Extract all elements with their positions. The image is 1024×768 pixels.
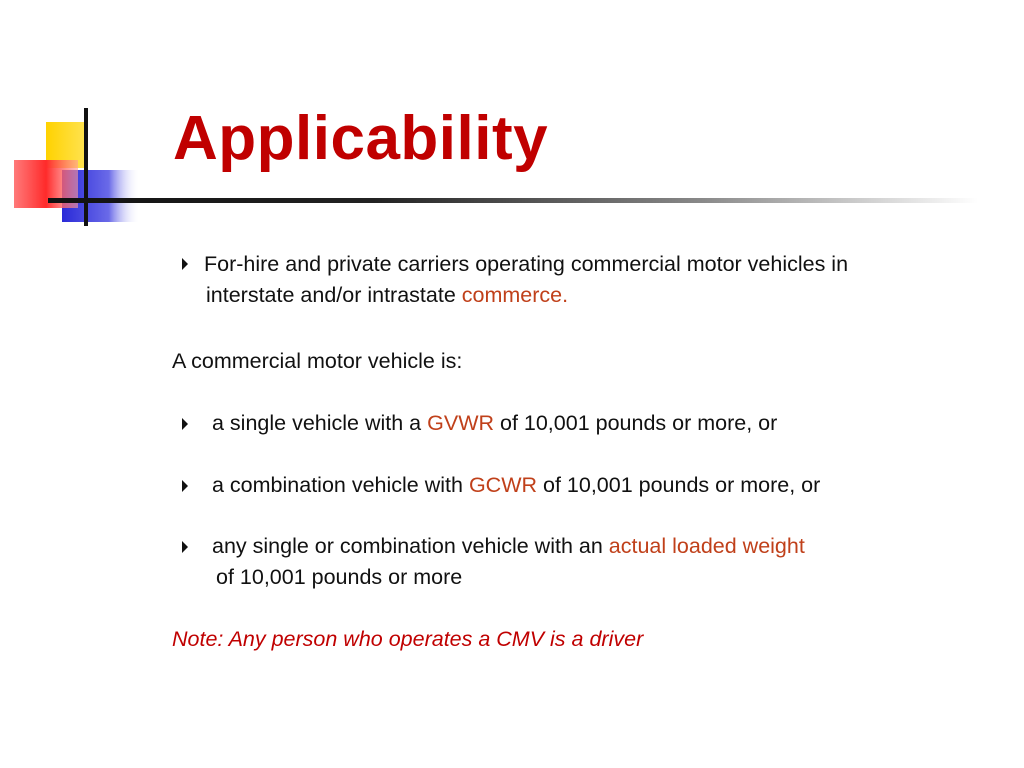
driver-note: Note: Any person who operates a CMV is a driver <box>172 627 644 651</box>
bullet-arrow-icon <box>182 480 188 492</box>
cmv-intro-text: A commercial motor vehicle is: <box>172 349 463 373</box>
bullet-arrow-icon <box>182 418 188 430</box>
actual-loaded-weight-highlight: actual loaded weight <box>608 534 805 558</box>
bullet-combination-vehicle <box>212 470 820 501</box>
gcwr-highlight: GCWR <box>468 473 538 497</box>
bullet-single-vehicle <box>212 408 777 439</box>
bullet-carriers-line2 <box>206 280 568 311</box>
gvwr-highlight: GVWR <box>427 411 495 435</box>
bullet-carriers-line1: For-hire and private carriers operating commercial motor vehicles in <box>204 252 849 276</box>
combination-vehicle-post: of 10,001 pounds or more, or <box>537 473 821 497</box>
combination-vehicle-pre: a combination vehicle with <box>212 473 469 497</box>
bullet-loaded-weight-line2: of 10,001 pounds or more <box>216 565 463 589</box>
single-vehicle-pre: a single vehicle with a <box>212 411 428 435</box>
commerce-highlight: commerce. <box>461 283 569 307</box>
bullet-arrow-icon <box>182 541 188 553</box>
title-divider <box>48 198 978 203</box>
page-title: Applicability <box>173 104 549 173</box>
bullet-loaded-weight-line1 <box>212 531 805 562</box>
decorative-squares-logo <box>0 0 160 240</box>
single-vehicle-post: of 10,001 pounds or more, or <box>494 411 778 435</box>
bullet-arrow-icon <box>182 258 188 270</box>
loaded-weight-pre: any single or combination vehicle with an <box>212 534 609 558</box>
carriers-line2-text: interstate and/or intrastate <box>206 283 462 307</box>
